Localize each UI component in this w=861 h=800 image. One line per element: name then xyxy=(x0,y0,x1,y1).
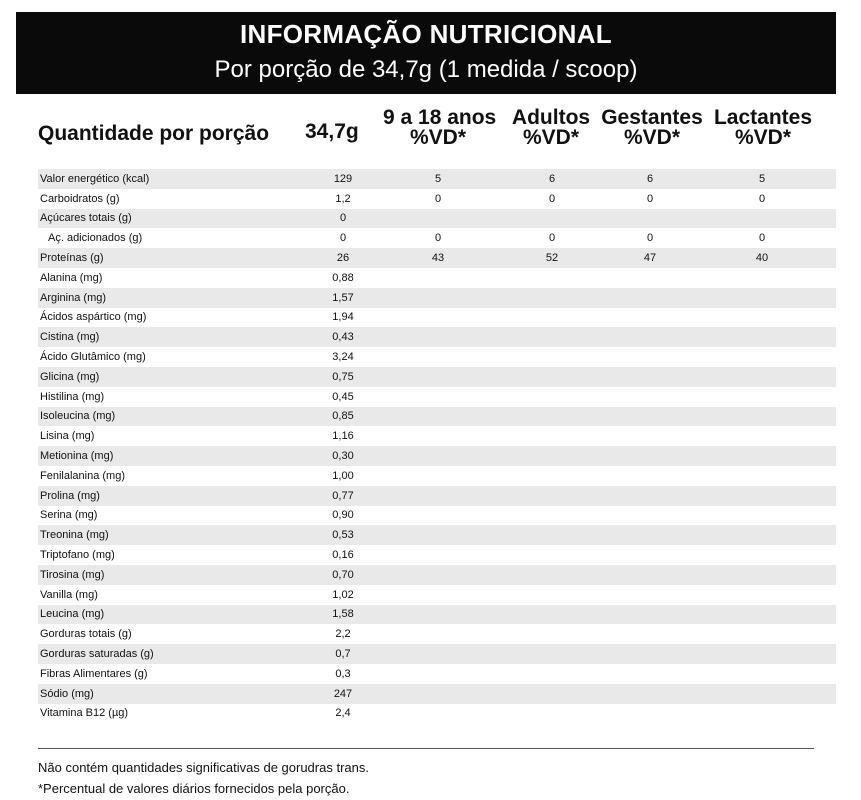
nutrient-name: Açúcares totais (g) xyxy=(40,212,132,225)
table-row xyxy=(38,367,836,387)
nutrient-table xyxy=(38,169,836,723)
daily-value-cell: 6 xyxy=(646,172,654,185)
table-row xyxy=(38,624,836,644)
nutrient-name: Tirosina (mg) xyxy=(40,568,105,581)
column-gestantes-line2: %VD* xyxy=(623,126,681,149)
table-row xyxy=(38,308,836,328)
nutrient-name: Alanina (mg) xyxy=(40,271,103,284)
nutrient-name: Sódio (mg) xyxy=(40,687,94,700)
nutrient-amount: 1,57 xyxy=(332,291,354,304)
table-row xyxy=(38,347,836,367)
nutrient-name: Gorduras saturadas (g) xyxy=(40,648,154,661)
nutrient-amount: 1,00 xyxy=(332,469,354,482)
nutrient-name: Metionina (mg) xyxy=(40,450,114,463)
daily-value-cell: 0 xyxy=(548,232,556,245)
nutrient-name: Triptofano (mg) xyxy=(40,549,115,562)
table-row xyxy=(38,545,836,565)
nutrient-amount: 0,75 xyxy=(332,370,354,383)
daily-value-cell: 43 xyxy=(431,252,445,265)
table-row xyxy=(38,605,836,625)
nutrient-name: Proteínas (g) xyxy=(40,252,104,265)
nutrient-name: Glicina (mg) xyxy=(40,370,100,383)
column-gestantes-line1: Gestantes xyxy=(601,106,703,129)
nutrition-title: INFORMAÇÃO NUTRICIONAL xyxy=(239,19,612,49)
nutrient-amount: 2,2 xyxy=(335,628,351,641)
table-row xyxy=(38,228,836,248)
nutrient-name: Cistina (mg) xyxy=(40,331,100,344)
nutrient-amount: 1,2 xyxy=(335,192,351,205)
table-row xyxy=(38,486,836,506)
table-row xyxy=(38,327,836,347)
nutrient-name: Aç. adicionados (g) xyxy=(48,232,143,245)
nutrient-amount: 0,43 xyxy=(332,331,354,344)
serving-subtitle: Por porção de 34,7g (1 medida / scoop) xyxy=(214,56,638,83)
column-lactantes xyxy=(711,108,815,148)
nutrient-amount: 26 xyxy=(336,252,350,265)
daily-value-cell: 0 xyxy=(758,232,766,245)
nutrient-name: Ácido Glutâmico (mg) xyxy=(40,351,146,364)
nutrient-amount: 0,88 xyxy=(332,271,354,284)
nutrient-name: Arginina (mg) xyxy=(40,291,107,304)
nutrient-amount: 0 xyxy=(339,212,347,225)
column-lactantes-line2: %VD* xyxy=(734,126,792,149)
footnote-daily-values: *Percentual de valores diários fornecidos pela porção. xyxy=(38,781,350,796)
nutrient-name: Vanilla (mg) xyxy=(40,588,98,601)
nutrient-name: Prolina (mg) xyxy=(40,489,100,502)
column-adultos xyxy=(509,108,593,148)
table-row xyxy=(38,288,836,308)
daily-value-cell: 5 xyxy=(434,172,442,185)
nutrient-amount: 0,90 xyxy=(332,509,354,522)
table-row xyxy=(38,466,836,486)
nutrient-name: Isoleucina (mg) xyxy=(40,410,116,423)
daily-value-cell: 0 xyxy=(548,192,556,205)
nutrient-amount: 0,16 xyxy=(332,549,354,562)
table-row xyxy=(38,684,836,704)
column-headers xyxy=(0,108,861,160)
column-adultos-line2: %VD* xyxy=(522,126,580,149)
nutrient-amount: 3,24 xyxy=(332,351,354,364)
nutrient-amount: 1,16 xyxy=(332,430,354,443)
nutrient-name: Fibras Alimentares (g) xyxy=(40,667,148,680)
nutrient-name: Carboidratos (g) xyxy=(40,192,120,205)
daily-value-cell: 5 xyxy=(758,172,766,185)
daily-value-cell: 0 xyxy=(434,232,442,245)
table-row xyxy=(38,268,836,288)
nutrient-name: Gorduras totais (g) xyxy=(40,628,132,641)
nutrient-name: Lisina (mg) xyxy=(40,430,95,443)
nutrient-name: Serina (mg) xyxy=(40,509,98,522)
nutrient-name: Ácidos aspártico (mg) xyxy=(40,311,147,324)
nutrient-amount: 0,45 xyxy=(332,390,354,403)
nutrient-amount: 1,02 xyxy=(332,588,354,601)
table-row xyxy=(38,169,836,189)
table-row xyxy=(38,585,836,605)
nutrient-amount: 1,94 xyxy=(332,311,354,324)
daily-value-cell: 0 xyxy=(758,192,766,205)
daily-value-cell: 0 xyxy=(646,232,654,245)
table-row xyxy=(38,387,836,407)
nutrient-amount: 129 xyxy=(333,172,353,185)
column-9-18 xyxy=(383,106,497,149)
nutrient-name: Valor energético (kcal) xyxy=(40,172,150,185)
nutrition-header xyxy=(16,12,836,94)
nutrient-amount: 0,30 xyxy=(332,450,354,463)
nutrient-amount: 247 xyxy=(333,687,353,700)
table-row xyxy=(38,248,836,268)
nutrient-amount: 0,53 xyxy=(332,529,354,542)
table-row xyxy=(38,209,836,229)
daily-value-cell: 47 xyxy=(643,252,657,265)
daily-value-cell: 0 xyxy=(434,192,442,205)
column-lactantes-line1: Lactantes xyxy=(713,106,813,129)
nutrient-amount: 0,7 xyxy=(335,648,351,661)
nutrient-amount: 0,70 xyxy=(332,568,354,581)
nutrient-amount: 0,85 xyxy=(332,410,354,423)
nutrient-amount: 0,3 xyxy=(335,667,351,680)
column-9-18-line2: %VD* xyxy=(409,126,467,149)
nutrient-name: Vitamina B12 (µg) xyxy=(40,707,129,720)
nutrient-amount: 0 xyxy=(339,232,347,245)
nutrient-name: Leucina (mg) xyxy=(40,608,105,621)
table-row xyxy=(38,704,836,724)
table-row xyxy=(38,407,836,427)
footnote-trans-fat: Não contém quantidades significativas de gorudras trans. xyxy=(38,760,369,775)
daily-value-cell: 0 xyxy=(646,192,654,205)
table-row xyxy=(38,506,836,526)
quantity-label: Quantidade por porção xyxy=(38,122,270,145)
portion-column-head: 34,7g xyxy=(305,120,359,143)
footer-divider xyxy=(38,748,814,749)
column-9-18-line1: 9 a 18 anos xyxy=(383,106,497,129)
nutrient-name: Treonina (mg) xyxy=(40,529,109,542)
table-row xyxy=(38,189,836,209)
nutrient-amount: 1,58 xyxy=(332,608,354,621)
table-row xyxy=(38,644,836,664)
daily-value-cell: 6 xyxy=(548,172,556,185)
table-row xyxy=(38,565,836,585)
table-row xyxy=(38,426,836,446)
nutrient-name: Fenilalanina (mg) xyxy=(40,469,125,482)
nutrient-amount: 2,4 xyxy=(335,707,351,720)
daily-value-cell: 52 xyxy=(545,252,559,265)
column-adultos-line1: Adultos xyxy=(511,106,591,129)
table-row xyxy=(38,664,836,684)
table-row xyxy=(38,446,836,466)
nutrient-amount: 0,77 xyxy=(332,489,354,502)
table-row xyxy=(38,525,836,545)
column-gestantes xyxy=(599,108,705,148)
nutrient-name: Histilina (mg) xyxy=(40,390,105,403)
daily-value-cell: 40 xyxy=(755,252,769,265)
